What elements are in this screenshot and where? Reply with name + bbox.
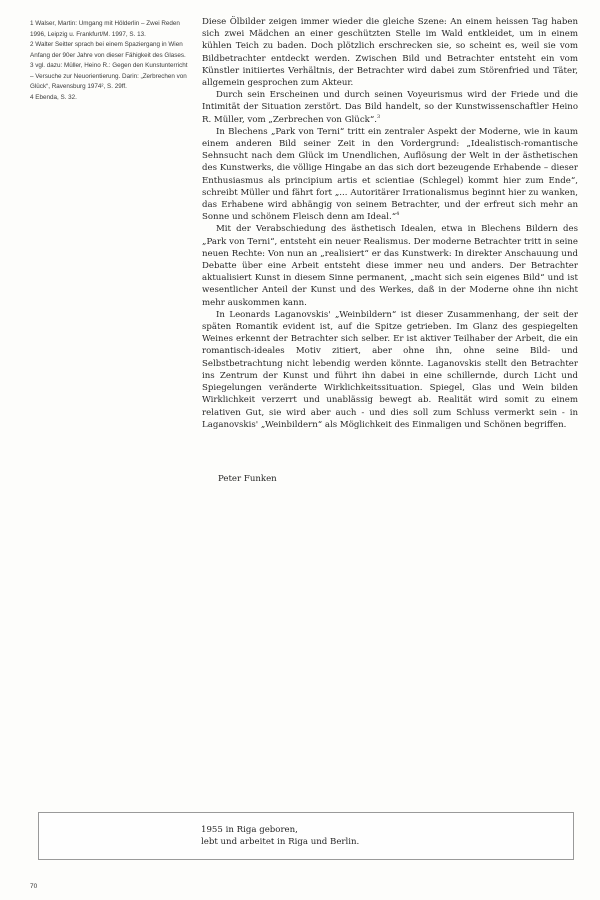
paragraph-4 xyxy=(202,223,578,308)
footnote-3: 3 vgl. dazu: Müller, Heino R.: Gegen den Kunstunterricht – Versuche zur Neuorientierung. Darin: „Zerbrechen von Glück“, Ravensburg 1974², S. 29ff. xyxy=(30,62,188,90)
bio-box xyxy=(38,812,574,860)
bio-text xyxy=(201,824,359,849)
bio-line-1: 1955 in Riga geboren, xyxy=(201,825,298,835)
paragraph-3 xyxy=(202,126,578,224)
paragraph-text: Diese Ölbilder zeigen immer wieder die gleiche Szene: An einem heissen Tag haben sich zwei Mädchen an einer geschützten Stelle im Wald entkleidet, um in einem kühlen Teich zu baden. Doch plötzlich erschrecken sie, so scheint es, weil sie vom Bildbetrachter entdeckt werden. Zwischen Bild und Betrachter entsteht ein vom Künstler initiiertes Verhältnis, der Betrachter wird dabei zum Störenfried und Täter, allgemein gesprochen zum Akteur. xyxy=(202,17,578,89)
page-number: 70 xyxy=(30,883,38,890)
paragraph-text: In Leonards Laganovskis' „Weinbildern“ ist dieser Zusammenhang, der seit der späten Romantik evident ist, auf die Spitze getrieben. Im Glanz des gespiegelten Weines erkennt der Betrachter sich selber. Er ist aktiver Teilhaber der Arbeit, die ein romantisch-ideales Motiv zitiert, aber ohne ihn, ohne seine Bild- und Selbstbetrachtung nicht lebendig werden könnte. Laganovskis stellt den Betrachter ins Zentrum der Kunst und führt ihn dabei in eine schillernde, durch Licht und Spiegelungen veränderte Wirklichkeitssituation. Spiegel, Glas und Wein bilden Wirklichkeit verzerrt und unablässig bewegt ab. Realität wird somit zu einem relativen Gut, sie wird aber auch - und dies soll zum Schluss vermerkt sein - in Laganovskis' „Weinbildern“ als Möglichkeit des Einmaligen und Schönen begriffen. xyxy=(202,309,578,430)
paragraph-text: Durch sein Erscheinen und durch seinen Voyeurismus wird der Friede und die Intimität der Situation zerstört. Das Bild handelt, so der Kunstwissenschaftler Heino R. Müller, vom „Zerbrechen von Glück“. xyxy=(202,90,578,125)
footnotes xyxy=(30,19,190,103)
footnote-1: 1 Walser, Martin: Umgang mit Hölderlin – Zwei Reden 1996, Leipzig u. Frankfurt/M. 1997, S. 13. xyxy=(30,20,180,38)
paragraph-2 xyxy=(202,89,578,126)
main-text xyxy=(202,16,578,431)
footnote-2: 2 Walter Seitter sprach bei einem Spaziergang in Wien Anfang der 90er Jahre von dieser Fähigkeit des Glases. xyxy=(30,41,186,59)
footnote-ref: 4 xyxy=(396,211,400,218)
author-name: Peter Funken xyxy=(218,474,277,484)
bio-line-2: lebt und arbeitet in Riga und Berlin. xyxy=(201,837,360,848)
paragraph-text: Mit der Verabschiedung des ästhetisch Idealen, etwa in Blechens Bildern des „Park von Terni“, entsteht ein neuer Realismus. Der moderne Betrachter tritt in seine neuen Rechte: Von nun an „realisiert“ er das Kunstwerk: In direkter Anschauung und Debatte über eine Arbeit entsteht diese immer neu und anders. Der Betrachter aktualisiert Kunst in diesem Sinne permanent, „macht sich sein eigenes Bild“ und ist wesentlicher Anteil der Kunst und des Werkes, daß in der Moderne ohne ihn nicht mehr auskommen kann. xyxy=(202,224,578,308)
paragraph-text: In Blechens „Park von Terni“ tritt ein zentraler Aspekt der Moderne, wie in kaum einem anderen Bild seiner Zeit in den Vordergrund: „Idealistisch-romantische Sehnsucht nach dem Glück im Unendlichen, Auflösung der Welt in der ästhetischen des Kunstwerks, die völlige Hingabe an das sich dort bezeugende Erhabende – dieser Enthusiasmus als principium artis et scientiae (Schlegel) kommt hier zum Ende“, schreibt Müller und fährt fort „... Autoritärer Irrationalismus beginnt hier zu wanken, das Erhabene wird abhängig von seinem Betrachter, und der erfreut sich mehr an Sonne und schönem Fleisch denn am Ideal.“ xyxy=(202,126,578,223)
footnote-ref: 3 xyxy=(377,113,381,120)
paragraph-5 xyxy=(202,309,578,431)
paragraph-1 xyxy=(202,16,578,89)
footnote-4: 4 Ebenda, S. 32. xyxy=(30,93,77,101)
